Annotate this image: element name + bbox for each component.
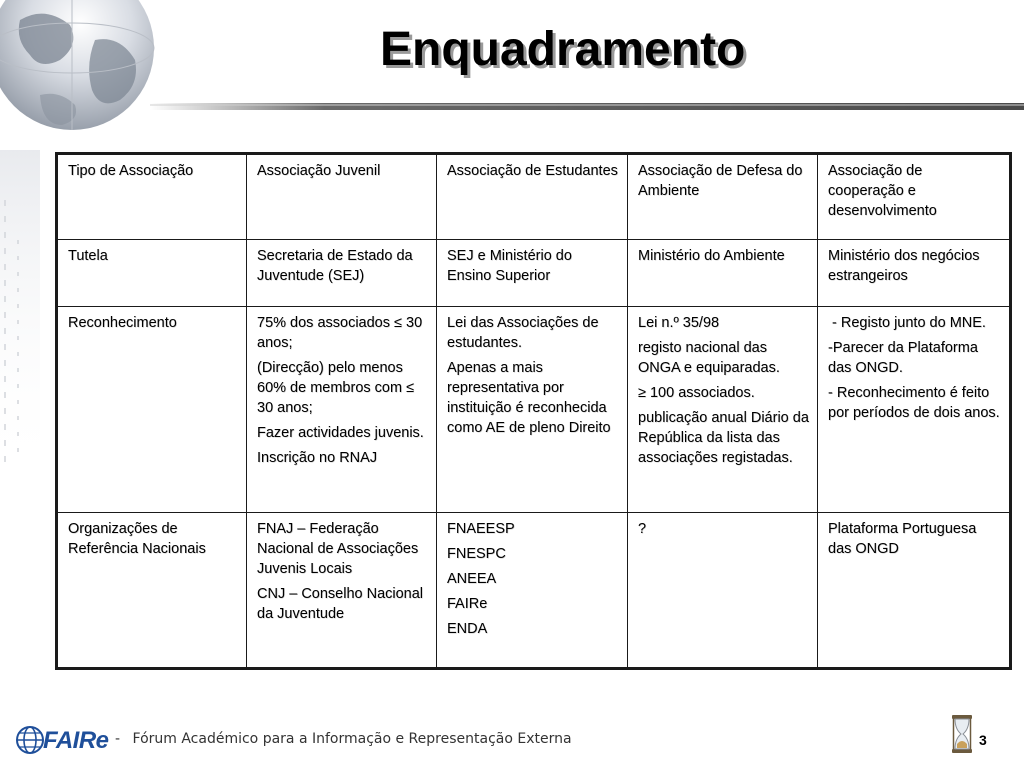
cell-text: ? bbox=[638, 521, 647, 537]
cell-text: 75% dos associados ≤ 30 anos; bbox=[257, 315, 423, 351]
table-cell bbox=[628, 307, 818, 513]
cell-text: Inscrição no RNAJ bbox=[257, 450, 378, 466]
table-cell bbox=[818, 240, 1011, 307]
cell-text: Tutela bbox=[68, 248, 108, 264]
table-cell bbox=[628, 154, 818, 240]
footer-separator: - bbox=[115, 731, 121, 747]
cell-text: Secretaria de Estado da Juventude (SEJ) bbox=[257, 248, 413, 284]
faire-logo bbox=[15, 722, 115, 756]
table-cell bbox=[818, 513, 1011, 669]
cell-text: Lei n.º 35/98 bbox=[638, 315, 720, 331]
cell-text: - Reconhecimento é feito por períodos de dois anos. bbox=[828, 385, 1000, 421]
table-cell bbox=[437, 240, 628, 307]
table-cell bbox=[247, 513, 437, 669]
cell-text: ≥ 100 associados. bbox=[638, 385, 755, 401]
cell-text: Organizações de Referência Nacionais bbox=[68, 521, 206, 557]
cell-text: Associação de Defesa do Ambiente bbox=[638, 163, 803, 199]
association-table bbox=[55, 152, 1012, 670]
footer-caption bbox=[115, 731, 572, 747]
table-cell bbox=[57, 307, 247, 513]
table-cell bbox=[247, 154, 437, 240]
table-row-header bbox=[57, 154, 1011, 240]
table-cell bbox=[247, 307, 437, 513]
cell-text: FAIRe bbox=[447, 596, 488, 612]
cell-text: registo nacional das ONGA e equiparadas. bbox=[638, 340, 780, 376]
cell-text: Ministério do Ambiente bbox=[638, 248, 785, 264]
table-cell bbox=[818, 307, 1011, 513]
cell-text: Reconhecimento bbox=[68, 315, 177, 331]
page-title: Enquadramento bbox=[380, 23, 746, 76]
table-cell bbox=[437, 154, 628, 240]
table-cell bbox=[57, 154, 247, 240]
cell-text: - Registo junto do MNE. bbox=[828, 315, 986, 331]
cell-text: Fazer actividades juvenis. bbox=[257, 425, 424, 441]
title-divider bbox=[150, 103, 1024, 110]
table-row-organizacoes bbox=[57, 513, 1011, 669]
table-cell bbox=[818, 154, 1011, 240]
cell-text: Ministério dos negócios estrangeiros bbox=[828, 248, 980, 284]
hourglass-icon bbox=[951, 714, 973, 754]
table-row-tutela bbox=[57, 240, 1011, 307]
cell-text: (Direcção) pelo menos 60% de membros com ≤ 30 anos; bbox=[257, 360, 415, 416]
table-cell bbox=[57, 240, 247, 307]
cell-text: Associação de Estudantes bbox=[447, 163, 618, 179]
cell-text: Lei das Associações de estudantes. bbox=[447, 315, 599, 351]
table-cell bbox=[628, 240, 818, 307]
table-cell bbox=[437, 307, 628, 513]
cell-text: FNAJ – Federação Nacional de Associações Juvenis Locais bbox=[257, 521, 419, 577]
cell-text: ENDA bbox=[447, 621, 488, 637]
page-number: 3 bbox=[979, 732, 987, 748]
table-cell bbox=[437, 513, 628, 669]
globe-logo-icon bbox=[15, 725, 45, 755]
cell-text: ANEEA bbox=[447, 571, 497, 587]
cell-text: Plataforma Portuguesa das ONGD bbox=[828, 521, 977, 557]
cell-text: Apenas a mais representativa por instituição é reconhecida como AE de pleno Direito bbox=[447, 360, 611, 436]
cell-text: Associação de cooperação e desenvolvimento bbox=[828, 163, 937, 219]
cell-text: Tipo de Associação bbox=[68, 163, 194, 179]
table-row-reconhecimento bbox=[57, 307, 1011, 513]
cell-text: FNAEESP bbox=[447, 521, 515, 537]
cell-text: SEJ e Ministério do Ensino Superior bbox=[447, 248, 572, 284]
cell-text: -Parecer da Plataforma das ONGD. bbox=[828, 340, 978, 376]
cell-text: Associação Juvenil bbox=[257, 163, 381, 179]
table-cell bbox=[247, 240, 437, 307]
table-cell bbox=[628, 513, 818, 669]
logo-text: FAIRe bbox=[43, 727, 109, 754]
cell-text: publicação anual Diário da República da lista das associações registadas. bbox=[638, 410, 809, 466]
cell-text: FNESPC bbox=[447, 546, 506, 562]
footer bbox=[15, 720, 1015, 760]
table-cell bbox=[57, 513, 247, 669]
footer-label: Fórum Académico para a Informação e Representação Externa bbox=[132, 731, 572, 747]
cell-text: CNJ – Conselho Nacional da Juventude bbox=[257, 586, 424, 622]
